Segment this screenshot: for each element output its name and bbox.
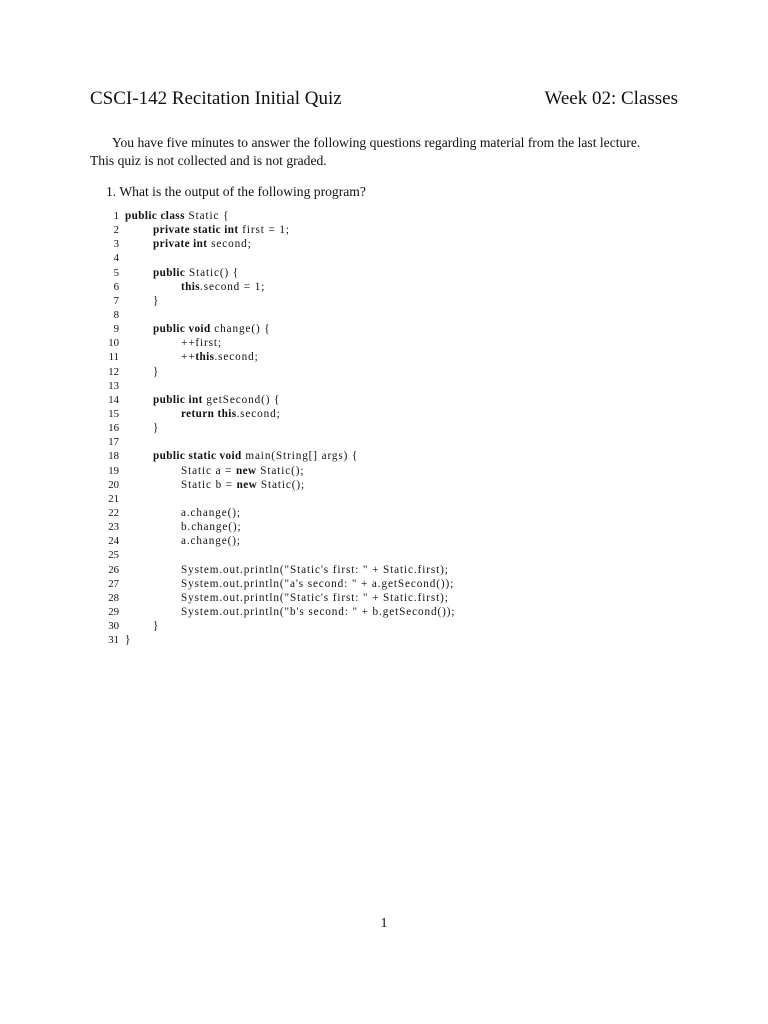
code-keyword: return this [181, 407, 237, 420]
line-code [153, 294, 159, 308]
code-text: .second = 1; [200, 280, 266, 293]
line-code [153, 223, 290, 237]
line-code [181, 520, 242, 534]
line-code [181, 534, 241, 548]
code-line [90, 577, 690, 591]
code-text: change() { [210, 323, 271, 336]
code-text: a.change(); [181, 506, 241, 519]
line-number: 3 [113, 238, 119, 251]
code-listing [90, 209, 690, 647]
code-line [90, 449, 690, 463]
line-number: 30 [108, 620, 119, 633]
code-text: .second; [236, 407, 281, 420]
code-line [90, 591, 690, 605]
line-number: 20 [108, 478, 119, 491]
code-keyword: new [236, 464, 257, 477]
line-number: 31 [108, 634, 119, 647]
line-number: 7 [113, 294, 119, 307]
line-number: 21 [108, 492, 119, 505]
line-number: 4 [113, 252, 119, 265]
line-number: 2 [113, 224, 119, 237]
code-line [90, 322, 690, 336]
line-number: 15 [108, 407, 119, 420]
line-code [181, 464, 304, 478]
line-number: 5 [113, 266, 119, 279]
line-code [181, 478, 305, 492]
code-line [90, 478, 690, 492]
line-code [181, 591, 449, 605]
instructions-line-1: You have five minutes to answer the following questions regarding material from the last lecture. [112, 135, 641, 150]
code-line [90, 633, 690, 647]
code-text: System.out.println("b's second: " + b.getSecond()); [181, 605, 456, 618]
line-code [153, 322, 271, 336]
line-number: 1 [113, 210, 119, 222]
line-code [181, 577, 454, 591]
code-text: first = 1; [238, 224, 290, 237]
line-number: 9 [113, 323, 119, 336]
line-code [125, 633, 131, 647]
line-number: 13 [108, 379, 119, 392]
code-line [90, 520, 690, 534]
line-code [125, 209, 229, 223]
line-number: 22 [108, 506, 119, 519]
code-keyword: public void [153, 323, 211, 336]
code-keyword: public static void [153, 450, 242, 463]
code-text: Static(); [256, 464, 305, 477]
code-line [90, 421, 690, 435]
code-line [90, 492, 690, 506]
page-number: 1 [380, 916, 388, 931]
line-code [181, 506, 241, 520]
code-text: Static a = [181, 464, 237, 477]
line-code [153, 619, 159, 633]
code-text: System.out.println("Static's first: " + Static.first); [181, 591, 449, 604]
code-line [90, 336, 690, 350]
line-number: 25 [108, 549, 119, 562]
line-number: 11 [108, 351, 119, 364]
code-keyword: new [236, 478, 258, 491]
code-text: System.out.println("a's second: " + a.getSecond()); [181, 577, 455, 590]
line-number: 17 [108, 436, 119, 449]
code-text: getSecond() { [202, 393, 281, 406]
code-line [90, 237, 690, 251]
code-text: } [153, 620, 160, 633]
code-text: .second; [214, 351, 259, 364]
code-line [90, 619, 690, 633]
line-code [153, 365, 159, 379]
line-number: 6 [113, 280, 119, 293]
line-code [153, 266, 239, 280]
code-text: Static b = [181, 478, 237, 491]
code-line [90, 350, 690, 364]
line-code [181, 350, 259, 364]
line-code [153, 237, 252, 251]
code-line [90, 407, 690, 421]
line-code [153, 393, 280, 407]
code-text: } [125, 634, 132, 647]
line-code [153, 421, 159, 435]
line-code [153, 449, 358, 463]
line-number: 14 [108, 393, 119, 406]
line-number: 24 [108, 535, 119, 548]
code-line [90, 548, 690, 562]
line-number: 10 [108, 337, 119, 350]
code-line [90, 209, 690, 223]
code-line [90, 605, 690, 619]
line-number: 23 [108, 521, 119, 534]
line-code [181, 336, 222, 350]
code-line [90, 506, 690, 520]
code-text: main(String[] args) { [241, 450, 359, 463]
line-number: 28 [108, 591, 119, 604]
code-keyword: private int [153, 238, 208, 251]
code-text: } [153, 365, 160, 378]
line-code [181, 280, 265, 294]
question-1: 1. What is the output of the following program? [106, 184, 366, 199]
week-label: Week 02: Classes [544, 88, 678, 109]
code-line [90, 379, 690, 393]
code-line [90, 534, 690, 548]
code-line [90, 308, 690, 322]
code-line [90, 251, 690, 265]
code-text: second; [207, 238, 252, 251]
code-keyword: private static int [153, 224, 239, 237]
code-line [90, 435, 690, 449]
code-line [90, 294, 690, 308]
line-number: 18 [108, 450, 119, 463]
code-keyword: this [195, 351, 215, 364]
code-line [90, 464, 690, 478]
line-number: 12 [108, 365, 119, 378]
code-line [90, 266, 690, 280]
code-line [90, 223, 690, 237]
code-text: b.change(); [181, 521, 242, 534]
code-line [90, 393, 690, 407]
code-text: Static() { [185, 266, 240, 279]
code-line [90, 280, 690, 294]
line-code [181, 605, 455, 619]
code-keyword: public [153, 266, 186, 279]
code-keyword: public class [125, 210, 185, 222]
code-line [90, 365, 690, 379]
line-number: 19 [108, 464, 119, 477]
code-text: } [153, 294, 160, 307]
code-keyword: this [181, 280, 201, 293]
quiz-title: CSCI-142 Recitation Initial Quiz [90, 88, 342, 109]
line-code [181, 407, 281, 421]
line-number: 29 [108, 605, 119, 618]
instructions-line-2: This quiz is not collected and is not graded. [90, 153, 327, 168]
code-text: a.change(); [181, 535, 241, 548]
code-text: ++ [181, 351, 196, 364]
code-text: System.out.println("Static's first: " + Static.first); [181, 563, 449, 576]
line-number: 26 [108, 563, 119, 576]
code-line [90, 563, 690, 577]
code-text: Static(); [257, 478, 305, 491]
line-number: 8 [113, 308, 119, 321]
line-code [181, 563, 449, 577]
code-text: ++first; [181, 337, 222, 350]
line-number: 27 [108, 577, 119, 590]
instructions [90, 134, 680, 170]
line-number: 16 [108, 422, 119, 435]
code-text: Static { [184, 210, 230, 222]
code-text: } [153, 422, 160, 435]
code-keyword: public int [153, 393, 203, 406]
